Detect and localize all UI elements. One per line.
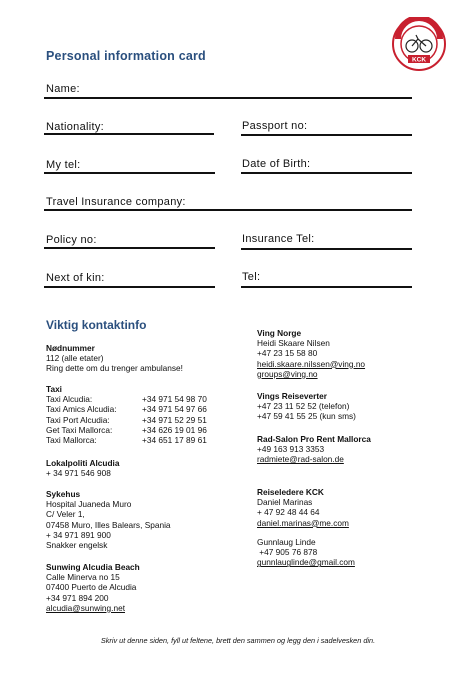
tel-field-line[interactable] xyxy=(241,286,412,288)
guides-block xyxy=(257,487,355,567)
taxi-phone: +34 971 54 97 66 xyxy=(142,404,207,415)
hotel-block xyxy=(46,562,140,613)
page-title: Personal information card xyxy=(46,49,206,63)
ving-travel-heading: Vings Reiseverter xyxy=(257,391,327,401)
taxi-row xyxy=(46,425,207,435)
hospital-note: Snakker engelsk xyxy=(46,540,108,551)
hospital-heading: Sykehus xyxy=(46,489,81,499)
taxi-row xyxy=(46,394,207,404)
taxi-row xyxy=(46,404,207,414)
ving-heading: Ving Norge xyxy=(257,328,302,338)
ving-block xyxy=(257,328,365,379)
hotel-heading: Sunwing Alcudia Beach xyxy=(46,562,140,572)
guide-name: Daniel Marinas xyxy=(257,497,313,508)
insurance-tel-field-line[interactable] xyxy=(241,248,412,250)
insurance-tel-label: Insurance Tel: xyxy=(242,233,315,245)
hospital-city: 07458 Muro, Illes Balears, Spania xyxy=(46,519,171,530)
insurance-company-field-line[interactable] xyxy=(44,209,412,211)
contacts-section-title: Viktig kontaktinfo xyxy=(46,318,147,332)
emergency-heading: Nødnummer xyxy=(46,343,95,353)
passport-label: Passport no: xyxy=(242,120,308,132)
policy-field-line[interactable] xyxy=(44,247,215,249)
name-field-line[interactable] xyxy=(44,97,412,99)
hotel-phone: +34 971 894 200 xyxy=(46,592,109,603)
hotel-street: Calle Minerva no 15 xyxy=(46,572,120,583)
ving-email-link[interactable]: heidi.skaare.nilssen@ving.no xyxy=(257,358,366,369)
insurance-company-label: Travel Insurance company: xyxy=(46,196,186,208)
hospital-street: C/ Veler 1, xyxy=(46,509,85,520)
taxi-name: Taxi Amics Alcudia: xyxy=(46,404,117,415)
taxi-row xyxy=(46,415,207,425)
ving-contact-name: Heidi Skaare Nilsen xyxy=(257,338,330,349)
emergency-line: 112 (alle etater) xyxy=(46,353,104,364)
taxi-name: Taxi Mallorca: xyxy=(46,435,97,446)
logo-text: KCK xyxy=(411,56,427,64)
guides-heading: Reiseledere KCK xyxy=(257,487,324,497)
police-phone: + 34 971 546 908 xyxy=(46,468,111,479)
tel-label: Tel: xyxy=(242,271,261,283)
policy-label: Policy no: xyxy=(46,234,97,246)
police-heading: Lokalpoliti Alcudia xyxy=(46,458,120,468)
police-block xyxy=(46,458,119,478)
guide-name: Gunnlaug Linde xyxy=(257,536,316,547)
guide-email-link[interactable]: gunnlauglinde@gmail.com xyxy=(257,557,355,568)
hospital-block xyxy=(46,489,171,550)
dob-label: Date of Birth: xyxy=(242,158,311,170)
taxi-name: Taxi Alcudia: xyxy=(46,394,93,405)
ving-travel-phone: +47 23 11 52 52 (telefon) xyxy=(257,401,350,412)
taxi-name: Get Taxi Mallorca: xyxy=(46,424,113,435)
ving-travel-block xyxy=(257,391,356,422)
taxi-row xyxy=(46,435,207,445)
guide-phone: + 47 92 48 44 64 xyxy=(257,507,320,518)
next-of-kin-field-line[interactable] xyxy=(44,286,215,288)
ving-phone: +47 23 15 58 80 xyxy=(257,348,318,359)
name-label: Name: xyxy=(46,83,80,95)
taxi-phone: +34 626 19 01 96 xyxy=(142,424,207,435)
guide-email-link[interactable]: daniel.marinas@me.com xyxy=(257,517,349,528)
taxi-block xyxy=(46,384,207,445)
next-of-kin-label: Next of kin: xyxy=(46,272,105,284)
taxi-heading: Taxi xyxy=(46,384,62,394)
nationality-field-line[interactable] xyxy=(44,133,214,135)
rad-salon-block xyxy=(257,434,371,465)
my-tel-field-line[interactable] xyxy=(44,172,215,174)
my-tel-label: My tel: xyxy=(46,159,81,171)
taxi-phone: +34 971 52 29 51 xyxy=(142,414,207,425)
hospital-name: Hospital Juaneda Muro xyxy=(46,499,132,510)
hospital-phone: + 34 971 891 900 xyxy=(46,529,111,540)
guide-phone: +47 905 76 878 xyxy=(257,547,318,558)
rad-salon-heading: Rad-Salon Pro Rent Mallorca xyxy=(257,434,371,444)
passport-field-line[interactable] xyxy=(241,134,412,136)
footer-instruction: Skriv ut denne siden, fyll ut feltene, brett den sammen og legg den i sadelvesken din. xyxy=(100,636,376,645)
rad-salon-phone: +49 163 913 3353 xyxy=(257,444,325,455)
rad-salon-email-link[interactable]: radmiete@rad-salon.de xyxy=(257,454,344,465)
taxi-name: Taxi Port Alcudia: xyxy=(46,414,110,425)
taxi-phone: +34 971 54 98 70 xyxy=(142,394,207,405)
ving-groups-email-link[interactable]: groups@ving.no xyxy=(257,368,318,379)
emergency-block xyxy=(46,343,183,374)
ving-travel-sms: +47 59 41 55 25 (kun sms) xyxy=(257,411,356,422)
taxi-phone: +34 651 17 89 61 xyxy=(142,435,207,446)
nationality-label: Nationality: xyxy=(46,121,105,133)
hotel-email-link[interactable]: alcudia@sunwing.net xyxy=(46,602,125,613)
club-logo xyxy=(392,17,446,71)
emergency-note: Ring dette om du trenger ambulanse! xyxy=(46,363,183,374)
hotel-city: 07400 Puerto de Alcudia xyxy=(46,582,137,593)
dob-field-line[interactable] xyxy=(241,172,412,174)
